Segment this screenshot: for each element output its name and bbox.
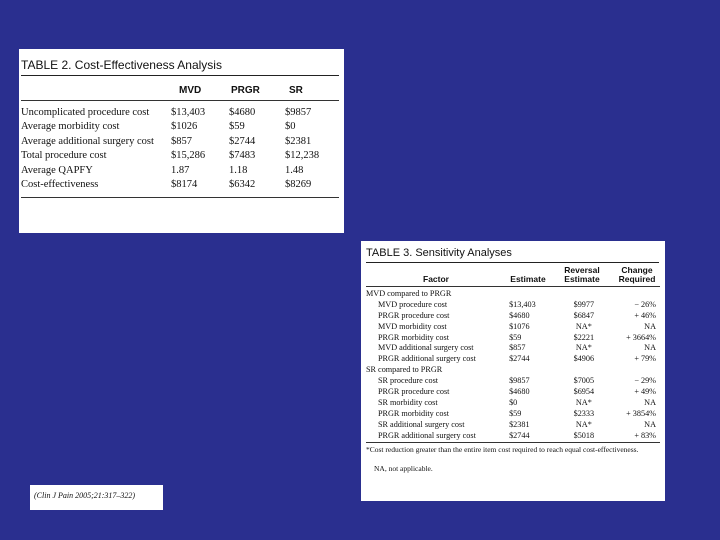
table2-cell: $8269 — [285, 179, 312, 191]
table2-cell: 1.18 — [229, 164, 248, 176]
table3-change: NA — [644, 419, 656, 429]
table3-factor: PRGR additional surgery cost — [378, 354, 476, 364]
table2-row-label: Average additional surgery cost — [21, 135, 154, 147]
table2-row — [21, 134, 339, 149]
table2-title: TABLE 2. Cost-Effectiveness Analysis — [21, 58, 339, 76]
table3-change: NA — [644, 321, 656, 331]
table2-header-prgr: PRGR — [231, 85, 260, 96]
table3-estimate: $9857 — [509, 376, 530, 386]
table3-footnote-2: NA, not applicable. — [374, 464, 433, 473]
table3-estimate: $857 — [509, 343, 526, 353]
table3-header-estimate: Estimate — [510, 274, 546, 284]
table2-cell: $13,403 — [171, 106, 206, 118]
table2-cell: $2381 — [285, 135, 312, 147]
table3-row — [366, 397, 662, 408]
table3-factor: PRGR procedure cost — [378, 386, 450, 396]
table3-change: NA — [644, 343, 656, 353]
table3-row — [366, 321, 662, 332]
table3-factor: SR additional surgery cost — [378, 419, 465, 429]
table3-row — [366, 332, 662, 343]
table2-cell: $8174 — [171, 179, 198, 191]
table3-estimate: $0 — [509, 397, 518, 407]
citation-text: (Clin J Pain 2005;21:317–322) — [34, 491, 136, 500]
table2-row — [21, 178, 339, 193]
table2-cell: 1.48 — [285, 164, 304, 176]
citation-box — [30, 485, 163, 510]
table3-row — [366, 342, 662, 353]
table2-cell: $4680 — [229, 106, 256, 118]
table2-row — [21, 105, 339, 120]
table3-reversal: $6847 — [573, 310, 595, 320]
table3-row — [366, 375, 662, 386]
table3-factor: MVD compared to PRGR — [366, 288, 452, 298]
table3-bottom-rule — [366, 442, 660, 443]
table3-estimate: $4680 — [509, 310, 530, 320]
table2-cell: $59 — [229, 121, 245, 133]
table2-cell: $6342 — [229, 179, 256, 191]
table3-estimate: $2744 — [509, 430, 530, 440]
table3-header-reversal: Reversal Estimate — [564, 265, 600, 284]
table2-cell: $2744 — [229, 135, 256, 147]
table2-cell: 1.87 — [171, 164, 190, 176]
table2-cell: $0 — [285, 121, 296, 133]
table3-factor: PRGR morbidity cost — [378, 332, 449, 342]
table3-reversal: $4906 — [573, 354, 595, 364]
table2-row-label: Average morbidity cost — [21, 121, 120, 133]
table3-factor: PRGR procedure cost — [378, 310, 450, 320]
table3-header-rule — [366, 286, 660, 287]
table3-change: + 3664% — [626, 332, 656, 342]
table3-reversal: NA* — [575, 321, 592, 331]
table3-estimate: $59 — [509, 408, 522, 418]
table3-body — [366, 288, 662, 440]
table3-group-row — [366, 288, 662, 299]
cost-effectiveness-table-panel — [19, 49, 344, 233]
table3-row — [366, 386, 662, 397]
table3-factor: MVD morbidity cost — [378, 321, 447, 331]
table2-header-rule — [21, 100, 339, 101]
table3-reversal: NA* — [575, 343, 592, 353]
table2-bottom-rule — [21, 197, 339, 198]
table3-row — [366, 299, 662, 310]
table2-row-label: Cost-effectiveness — [21, 179, 99, 191]
table2-row-label: Uncomplicated procedure cost — [21, 106, 150, 118]
table2-cell: $15,286 — [171, 150, 206, 162]
table2-cell: $12,238 — [285, 150, 320, 162]
table3-estimate: $59 — [509, 332, 522, 342]
table3-row — [366, 408, 662, 419]
table3-header-factor: Factor — [423, 274, 449, 284]
table3-estimate: $2381 — [509, 419, 530, 429]
table3-reversal: NA* — [575, 397, 592, 407]
table3-reversal: $2221 — [573, 332, 595, 342]
table3-change: + 79% — [634, 354, 656, 364]
table2-row — [21, 120, 339, 135]
table3-change: + 83% — [634, 430, 656, 440]
table3-group-row — [366, 364, 662, 375]
table3-estimate: $1076 — [509, 321, 530, 331]
table2-header-mvd: MVD — [179, 85, 202, 96]
table3-factor: PRGR morbidity cost — [378, 408, 449, 418]
table3-row — [366, 353, 662, 364]
table3-reversal: NA* — [575, 419, 592, 429]
table3-factor: PRGR additional surgery cost — [378, 430, 476, 440]
table3-row — [366, 419, 662, 430]
table2-body — [21, 105, 339, 192]
table2-row — [21, 163, 339, 178]
table3-row — [366, 430, 662, 441]
table3-reversal: $9977 — [573, 299, 595, 309]
table3-change: + 3854% — [626, 408, 656, 418]
table2-header-sr: SR — [289, 85, 303, 96]
table3-estimate: $13,403 — [509, 299, 536, 309]
table3-reversal: $7005 — [573, 376, 595, 386]
table2-cell: $9857 — [285, 106, 312, 118]
table3-row — [366, 310, 662, 321]
table3-estimate: $4680 — [509, 386, 530, 396]
table3-factor: SR compared to PRGR — [366, 365, 443, 375]
table2-row — [21, 149, 339, 164]
table3-reversal: $5018 — [573, 430, 595, 440]
table3-factor: MVD additional surgery cost — [378, 343, 474, 353]
table2-cell: $857 — [171, 135, 192, 147]
sensitivity-table-panel — [361, 241, 665, 501]
table3-header-change: Change Required — [618, 265, 656, 284]
table3-factor: SR procedure cost — [378, 376, 439, 386]
table3-change: + 49% — [634, 386, 656, 396]
table3-footnote-1: *Cost reduction greater than the entire item cost required to reach equal cost-effectiveness. — [366, 445, 639, 454]
table2-cell: $1026 — [171, 121, 198, 133]
table3-reversal: $6954 — [573, 386, 595, 396]
table2-cell: $7483 — [229, 150, 256, 162]
table3-change: + 46% — [634, 310, 656, 320]
table3-factor: MVD procedure cost — [378, 299, 448, 309]
table3-change: NA — [644, 397, 656, 407]
table3-estimate: $2744 — [509, 354, 530, 364]
table3-group-filler — [509, 288, 662, 299]
table3-factor: SR morbidity cost — [378, 397, 438, 407]
table2-row-label: Average QAPFY — [21, 164, 93, 176]
table3-group-filler — [509, 364, 662, 375]
table3-change: − 26% — [634, 299, 656, 309]
table3-title: TABLE 3. Sensitivity Analyses — [366, 247, 659, 263]
table2-row-label: Total procedure cost — [21, 150, 107, 162]
table3-reversal: $2333 — [573, 408, 595, 418]
table3-change: − 29% — [634, 376, 656, 386]
